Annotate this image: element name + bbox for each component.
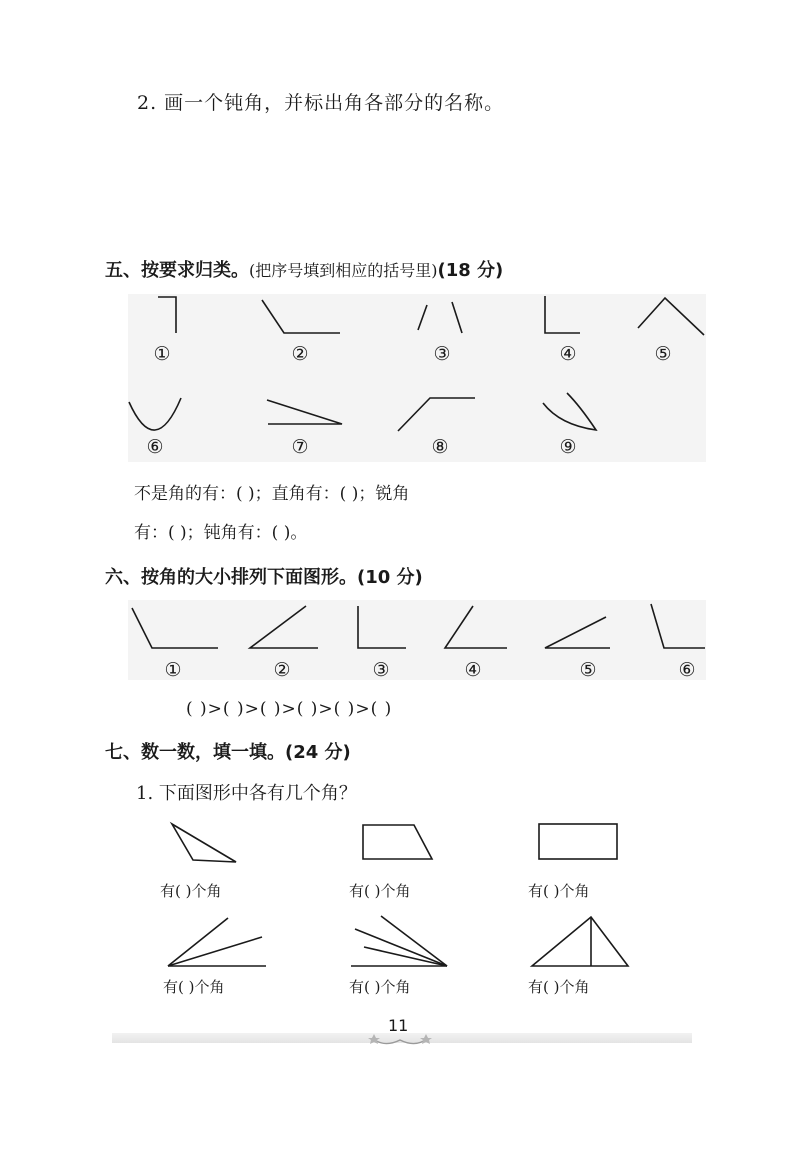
label-6-6: ⑥ <box>678 659 696 681</box>
label-6-1: ① <box>164 659 182 681</box>
section-5-title: 五、按要求归类。 <box>105 260 249 281</box>
section-6-title: 六、按角的大小排列下面图形。 <box>105 567 357 588</box>
answer-7-5: 有( )个角 <box>349 978 411 996</box>
section-7-points: (24 分) <box>285 742 351 763</box>
label-5-7: ⑦ <box>291 436 309 458</box>
answer-7-2: 有( )个角 <box>349 882 411 900</box>
label-5-8: ⑧ <box>431 436 449 458</box>
label-6-3: ③ <box>372 659 390 681</box>
section-7-subquestion-1: 1. 下面图形中各有几个角？ <box>136 783 357 804</box>
label-6-2: ② <box>273 659 291 681</box>
section-7-title: 七、数一数，填一填。 <box>105 742 285 763</box>
section-5-answer-line-1: 不是角的有：( )；直角有：( )；锐角 <box>134 484 410 504</box>
answer-7-3: 有( )个角 <box>528 882 590 900</box>
label-5-4: ④ <box>559 343 577 365</box>
page-number: 11 <box>388 1016 409 1035</box>
section-6-order-line: ( )>( )>( )>( )>( )>( ) <box>186 699 393 719</box>
answer-7-1: 有( )个角 <box>160 882 222 900</box>
answer-7-6: 有( )个角 <box>528 978 590 996</box>
label-5-2: ② <box>291 343 309 365</box>
section-6-points: (10 分) <box>357 567 423 588</box>
section-5-note: (把序号填到相应的括号里) <box>249 261 438 280</box>
section-5-points: (18 分) <box>437 260 504 281</box>
label-5-6: ⑥ <box>146 436 164 458</box>
label-5-9: ⑨ <box>559 436 577 458</box>
label-6-5: ⑤ <box>579 659 597 681</box>
section-5-answer-line-2: 有：( )；钝角有：( )。 <box>134 523 308 543</box>
label-6-4: ④ <box>464 659 482 681</box>
label-5-5: ⑤ <box>654 343 672 365</box>
answer-7-4: 有( )个角 <box>163 978 225 996</box>
label-5-1: ① <box>153 343 171 365</box>
label-5-3: ③ <box>433 343 451 365</box>
question-2-text: 2. 画一个钝角，并标出角各部分的名称。 <box>137 92 505 114</box>
